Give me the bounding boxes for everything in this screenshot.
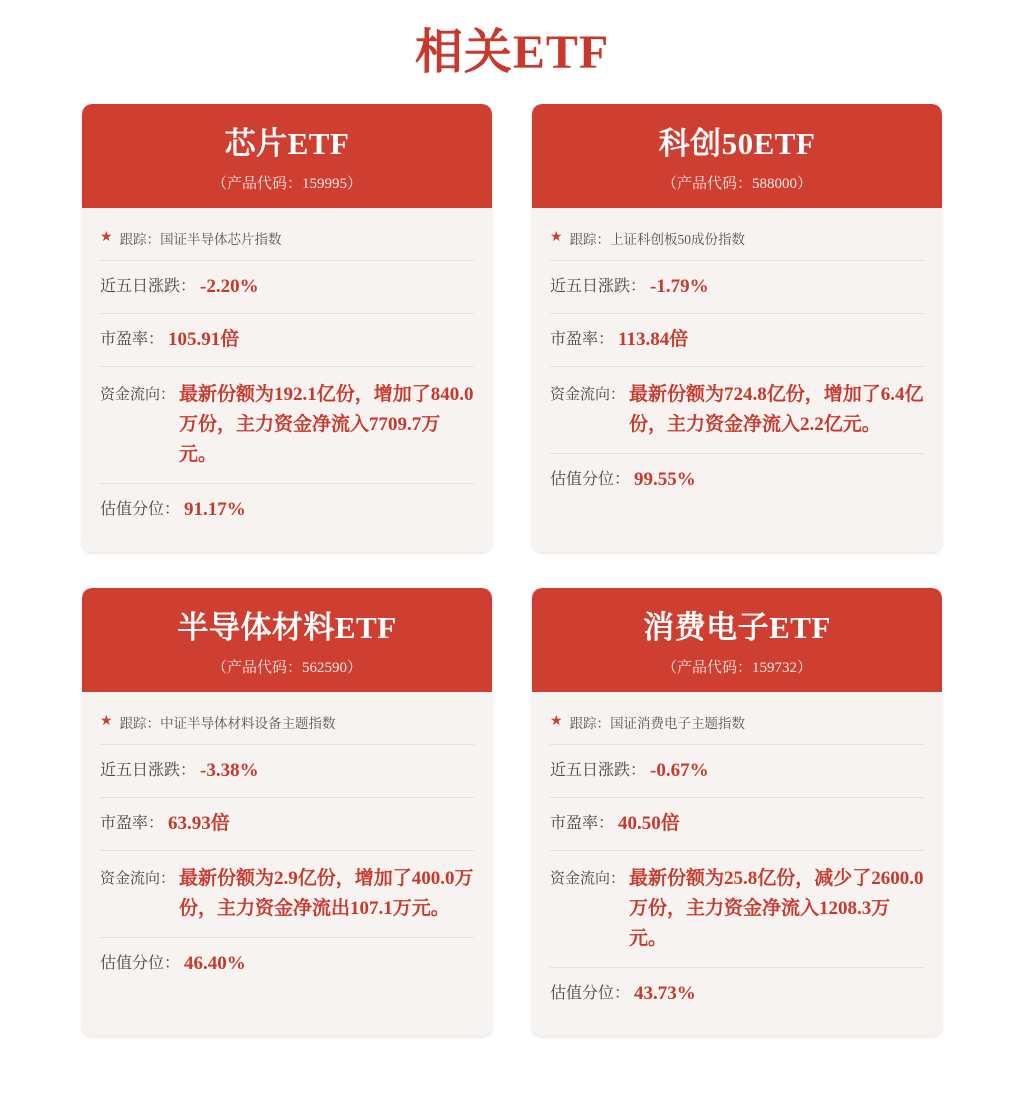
etf-name: 科创50ETF <box>658 126 816 161</box>
five-day-value: -1.79% <box>650 276 709 297</box>
code-suffix: ） <box>347 660 363 676</box>
etf-pe-row <box>100 798 474 851</box>
etf-card[interactable] <box>532 588 942 1036</box>
star-icon: ★ <box>550 230 563 245</box>
etf-card-body <box>82 208 492 552</box>
etf-card-header <box>532 588 942 692</box>
etf-pe-row <box>550 798 924 851</box>
code-prefix: （产品代码： <box>211 176 302 192</box>
etf-name: 半导体材料ETF <box>177 610 397 645</box>
valuation-label: 估值分位： <box>100 955 181 972</box>
etf-card-body <box>532 208 942 522</box>
pe-label: 市盈率： <box>100 331 165 348</box>
valuation-label: 估值分位： <box>550 471 631 488</box>
five-day-label: 近五日涨跌： <box>100 762 197 779</box>
valuation-label: 估值分位： <box>100 501 181 518</box>
track-label: 跟踪： <box>569 716 611 731</box>
flow-value: 最新份额为192.1亿份，增加了840.0万份，主力资金净流入7709.7万元。 <box>179 384 474 465</box>
pe-value: 40.50倍 <box>618 813 680 834</box>
etf-code <box>82 658 492 678</box>
etf-name: 芯片ETF <box>224 126 350 161</box>
five-day-value: -0.67% <box>650 760 709 781</box>
five-day-label: 近五日涨跌： <box>100 278 197 295</box>
code-value: 159732 <box>752 660 797 676</box>
etf-track-row <box>550 706 924 745</box>
star-icon: ★ <box>100 714 113 729</box>
code-value: 562590 <box>302 660 347 676</box>
track-value: 国证消费电子主题指数 <box>610 716 746 731</box>
pe-value: 105.91倍 <box>168 329 240 350</box>
etf-valuation-row <box>100 938 474 990</box>
etf-card-header <box>82 588 492 692</box>
flow-value: 最新份额为25.8亿份，减少了2600.0万份，主力资金净流入1208.3万元。 <box>629 868 924 949</box>
pe-label: 市盈率： <box>100 815 165 832</box>
flow-label: 资金流向： <box>550 387 626 403</box>
etf-track-row <box>100 706 474 745</box>
code-prefix: （产品代码： <box>211 660 302 676</box>
etf-card-body <box>82 692 492 1006</box>
pe-label: 市盈率： <box>550 331 615 348</box>
etf-card-body <box>532 692 942 1036</box>
etf-pe-row <box>550 314 924 367</box>
etf-card[interactable] <box>82 588 492 1036</box>
etf-flow-row <box>550 851 924 968</box>
page-title: 相关ETF <box>414 26 610 79</box>
star-icon: ★ <box>550 714 563 729</box>
etf-code <box>532 174 942 194</box>
pe-label: 市盈率： <box>550 815 615 832</box>
valuation-value: 91.17% <box>184 499 246 520</box>
code-suffix: ） <box>797 660 813 676</box>
code-prefix: （产品代码： <box>661 176 752 192</box>
valuation-value: 43.73% <box>634 983 696 1004</box>
etf-five-day-row <box>100 261 474 314</box>
track-label: 跟踪： <box>119 716 161 731</box>
etf-flow-row <box>550 367 924 454</box>
etf-valuation-row <box>550 454 924 506</box>
track-label: 跟踪： <box>569 232 611 247</box>
pe-value: 63.93倍 <box>168 813 230 834</box>
valuation-value: 99.55% <box>634 469 696 490</box>
track-value: 国证半导体芯片指数 <box>160 232 282 247</box>
code-value: 588000 <box>752 176 797 192</box>
flow-label: 资金流向： <box>550 871 626 887</box>
etf-track-row <box>550 222 924 261</box>
etf-card-header <box>82 104 492 208</box>
etf-track-row <box>100 222 474 261</box>
etf-valuation-row <box>100 484 474 536</box>
five-day-label: 近五日涨跌： <box>550 278 647 295</box>
etf-card[interactable] <box>532 104 942 552</box>
etf-card-grid <box>82 104 942 1036</box>
flow-value: 最新份额为2.9亿份，增加了400.0万份，主力资金净流出107.1万元。 <box>179 868 474 919</box>
valuation-label: 估值分位： <box>550 985 631 1002</box>
code-prefix: （产品代码： <box>661 660 752 676</box>
flow-label: 资金流向： <box>100 387 176 403</box>
code-suffix: ） <box>347 176 363 192</box>
etf-code <box>532 658 942 678</box>
pe-value: 113.84倍 <box>618 329 689 350</box>
flow-label: 资金流向： <box>100 871 176 887</box>
code-value: 159995 <box>302 176 347 192</box>
code-suffix: ） <box>797 176 813 192</box>
etf-flow-row <box>100 367 474 484</box>
five-day-label: 近五日涨跌： <box>550 762 647 779</box>
etf-name: 消费电子ETF <box>643 610 831 645</box>
etf-pe-row <box>100 314 474 367</box>
etf-five-day-row <box>550 261 924 314</box>
five-day-value: -3.38% <box>200 760 259 781</box>
etf-card[interactable] <box>82 104 492 552</box>
star-icon: ★ <box>100 230 113 245</box>
five-day-value: -2.20% <box>200 276 259 297</box>
track-value: 上证科创板50成份指数 <box>610 232 746 247</box>
flow-value: 最新份额为724.8亿份，增加了6.4亿份，主力资金净流入2.2亿元。 <box>629 384 924 435</box>
track-value: 中证半导体材料设备主题指数 <box>160 716 336 731</box>
etf-flow-row <box>100 851 474 938</box>
etf-card-header <box>532 104 942 208</box>
etf-valuation-row <box>550 968 924 1020</box>
etf-code <box>82 174 492 194</box>
etf-five-day-row <box>550 745 924 798</box>
valuation-value: 46.40% <box>184 953 246 974</box>
etf-five-day-row <box>100 745 474 798</box>
track-label: 跟踪： <box>119 232 161 247</box>
